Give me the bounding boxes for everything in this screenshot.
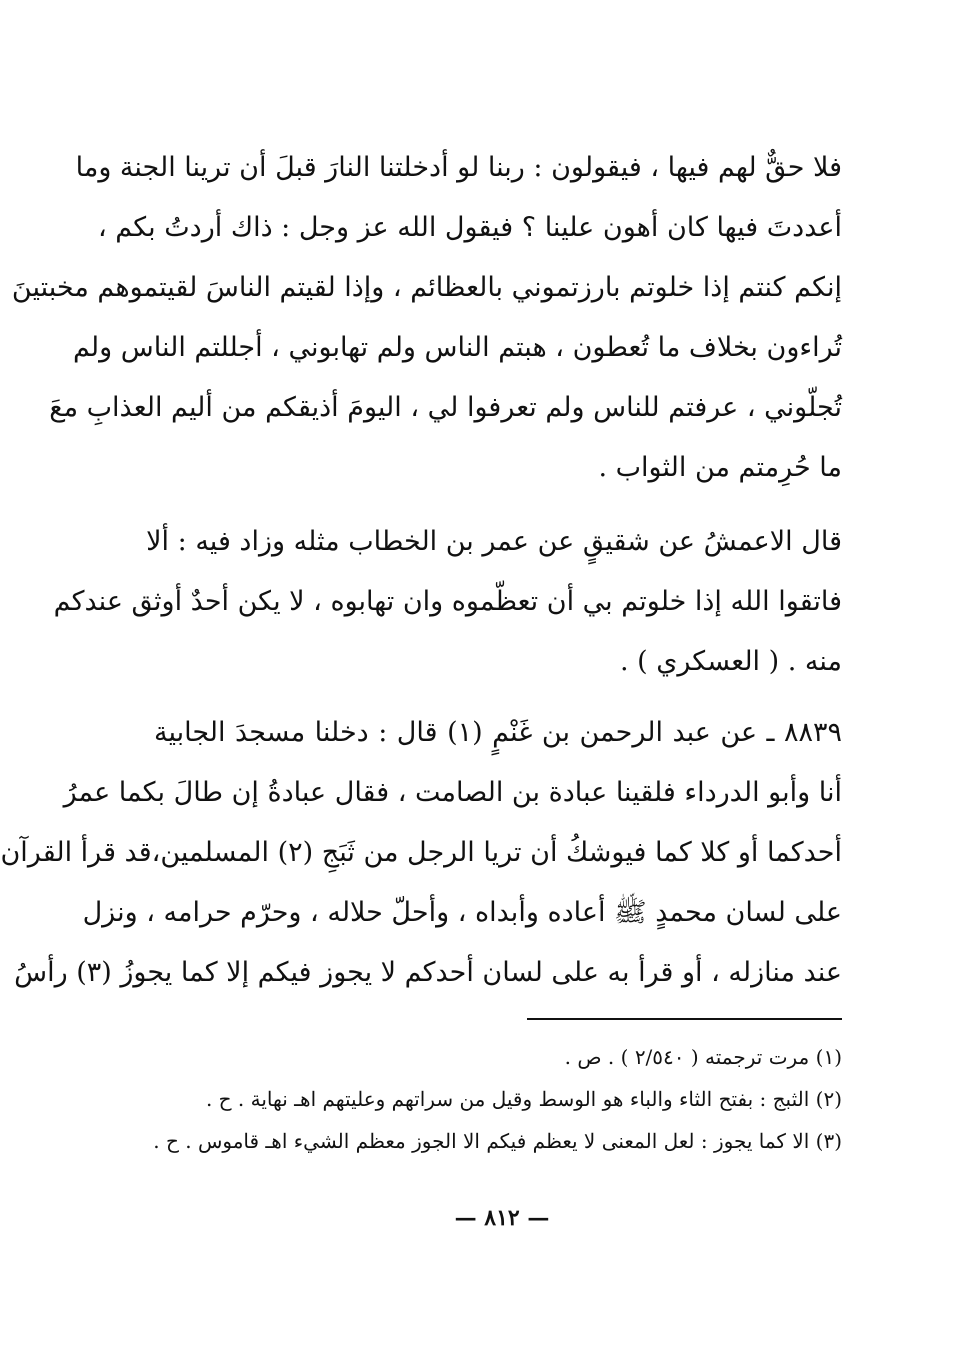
text-line: أحدكما أو كلا كما فيوشكُ أن تريا الرجل من ثَبَجِ (٢) المسلمين،قد قرأ القرآن xyxy=(0,837,842,868)
text-line: ٨٨٣٩ ـ عن عبد الرحمن بن غَنْمٍ (١) قال : دخلنا مسجدَ الجابية xyxy=(154,717,842,748)
paragraph-2 xyxy=(53,512,842,692)
text-line: منه . ( العسكري ) . xyxy=(619,646,842,677)
text-line: أعددتَ فيها كان أهون علينا ؟ فيقول الله عز وجل : ذاك أردتُ بكم ، xyxy=(97,212,842,243)
footnotes xyxy=(152,1036,842,1162)
footnote-divider xyxy=(527,1018,842,1020)
text-line: إنكم كنتم إذا خلوتم بارزتموني بالعظائم ، وإذا لقيتم الناسَ لقيتموهم مخبتينَ xyxy=(11,272,842,303)
footnote-1: (١) مرت ترجمته ( ٢/٥٤٠ ) . ص . xyxy=(564,1045,842,1069)
paragraph-1 xyxy=(11,138,842,498)
text-line: فلا حقٌّ لهم فيها ، فيقولون : ربنا لو أدخلتنا النارَ قبلَ أن ترينا الجنة وما xyxy=(75,152,842,183)
text-line: تُجلّوني ، عرفتم للناس ولم تعرفوا لي ، اليومَ أذيقكم من أليم العذابِ معَ xyxy=(49,392,842,423)
footnote-3: (٣) الا كما يجوز : لعل المعنى لا يعظم فيكم الا الجوز معظم الشيء اهـ قاموس . ح . xyxy=(153,1129,842,1153)
text-line: ما حُرِمتم من الثواب . xyxy=(598,452,842,483)
page-number: — ٨١٢ — xyxy=(454,1205,550,1231)
text-line: أنا وأبو الدرداء فلقينا عبادة بن الصامت ، فقال عبادةُ إن طالَ بكما عمرُ xyxy=(63,777,842,808)
text-line: قال الاعمشُ عن شقيقٍ عن عمر بن الخطاب مثله وزاد فيه : ألا xyxy=(146,526,842,557)
text-line: عند منازله ، أو قرأ به على لسان أحدكم لا يجوز فيكم إلا كما يجوزُ (٣) رأسُ xyxy=(14,957,842,988)
footnote-2: (٢) الثبج : بفتح الثاء والباء هو الوسط وقيل من سراتهم وعليتهم اهـ نهاية . ح . xyxy=(205,1087,842,1111)
text-line: على لسان محمدٍ ﷺ أعاده وأبداه ، وأحلّ حلاله ، وحرّم حرامه ، ونزل xyxy=(82,897,842,928)
text-line: فاتقوا الله إذا خلوتم بي أن تعظّموه وان تهابوه ، لا يكن أحدٌ أوثق عندكم xyxy=(53,586,842,617)
paragraph-3 xyxy=(0,703,842,1003)
text-line: تُراءون بخلاف ما تُعطون ، هبتم الناس ولم تهابوني ، أجللتم الناس ولم xyxy=(72,332,842,363)
